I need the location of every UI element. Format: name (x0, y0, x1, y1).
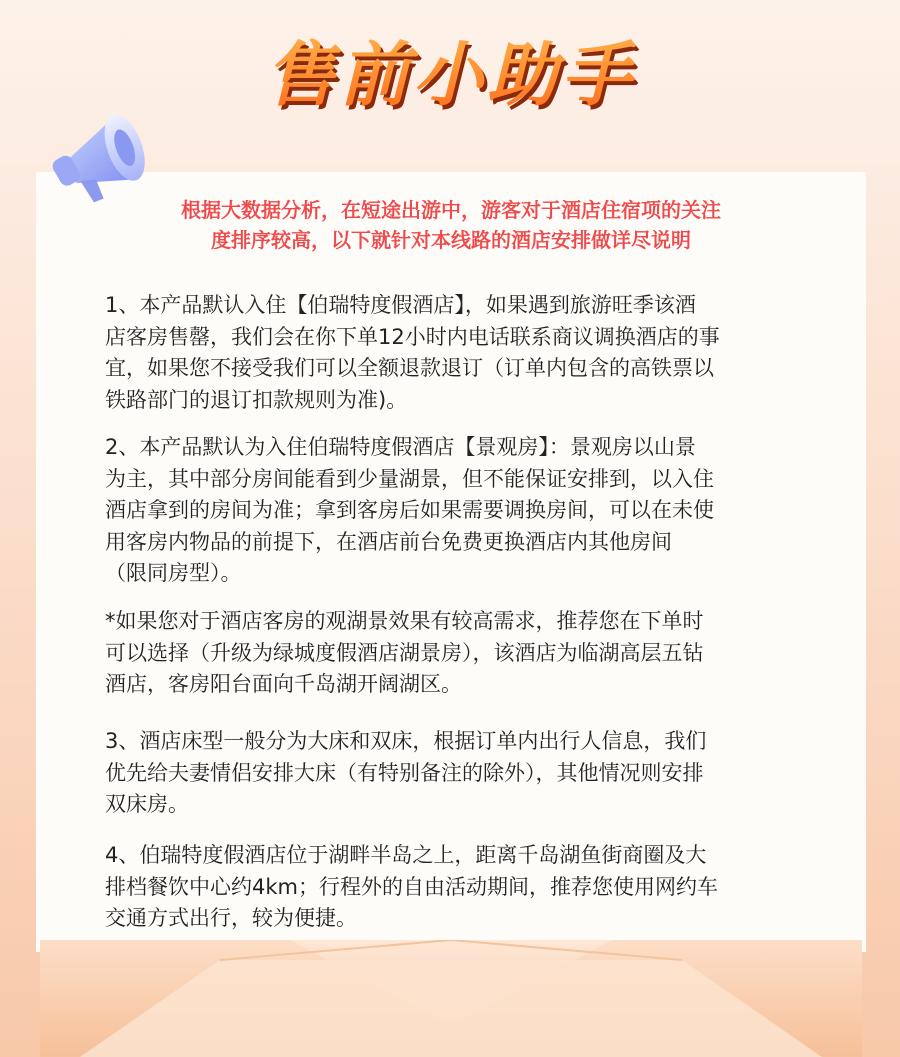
section-line: 优先给夫妻情侣安排大床（有特别备注的除外），其他情况则安排 (105, 760, 704, 785)
section-line: 宜，如果您不接受我们可以全额退款退订（订单内包含的高铁票以 (105, 356, 714, 380)
section-line: 可以选择（升级为绿城度假酒店湖景房），该酒店为临湖高层五钻 (105, 640, 704, 665)
info-section-1 (105, 290, 805, 416)
section-line: 店客房售罄，我们会在你下单12小时内电话联系商议调换酒店的事 (105, 324, 720, 349)
info-section-note (105, 606, 805, 701)
info-section-2 (105, 432, 805, 590)
info-section-3 (105, 726, 805, 821)
page-title: 售前小助手 (0, 30, 900, 120)
section-line: *如果您对于酒店客房的观湖景效果有较高需求，推荐您在下单时 (105, 609, 704, 633)
envelope-decoration (40, 940, 862, 1057)
megaphone-icon (48, 95, 163, 210)
intro-line: 度排序较高，以下就针对本线路的酒店安排做详尽说明 (211, 228, 691, 252)
section-line: 交通方式出行，较为便捷。 (105, 906, 357, 930)
section-line: 酒店拿到的房间为准；拿到客房后如果需要调换房间，可以在未使 (105, 498, 714, 522)
section-line: （限同房型）。 (105, 561, 242, 585)
info-section-4 (105, 840, 805, 935)
section-line: 用客房内物品的前提下，在酒店前台免费更换酒店内其他房间 (105, 529, 672, 554)
section-line: 双床房。 (105, 792, 189, 816)
section-line: 3、酒店床型一般分为大床和双床，根据订单内出行人信息，我们 (105, 729, 707, 753)
section-line: 2、本产品默认为入住伯瑞特度假酒店【景观房】：景观房以山景 (105, 435, 696, 459)
section-line: 4、伯瑞特度假酒店位于湖畔半岛之上，距离千岛湖鱼街商圈及大 (105, 843, 707, 867)
section-line: 为主，其中部分房间能看到少量湖景，但不能保证安排到，以入住 (105, 466, 714, 491)
section-line: 1、本产品默认入住【伯瑞特度假酒店】，如果遇到旅游旺季该酒 (105, 293, 696, 317)
intro-line: 根据大数据分析，在短途出游中，游客对于酒店住宿项的关注 (181, 198, 721, 222)
section-line: 排档餐饮中心约4km；行程外的自由活动期间，推荐您使用网约车 (105, 874, 718, 899)
section-line: 铁路部门的退订扣款规则为准)。 (105, 387, 408, 412)
section-line: 酒店，客房阳台面向千岛湖开阔湖区。 (105, 672, 462, 696)
